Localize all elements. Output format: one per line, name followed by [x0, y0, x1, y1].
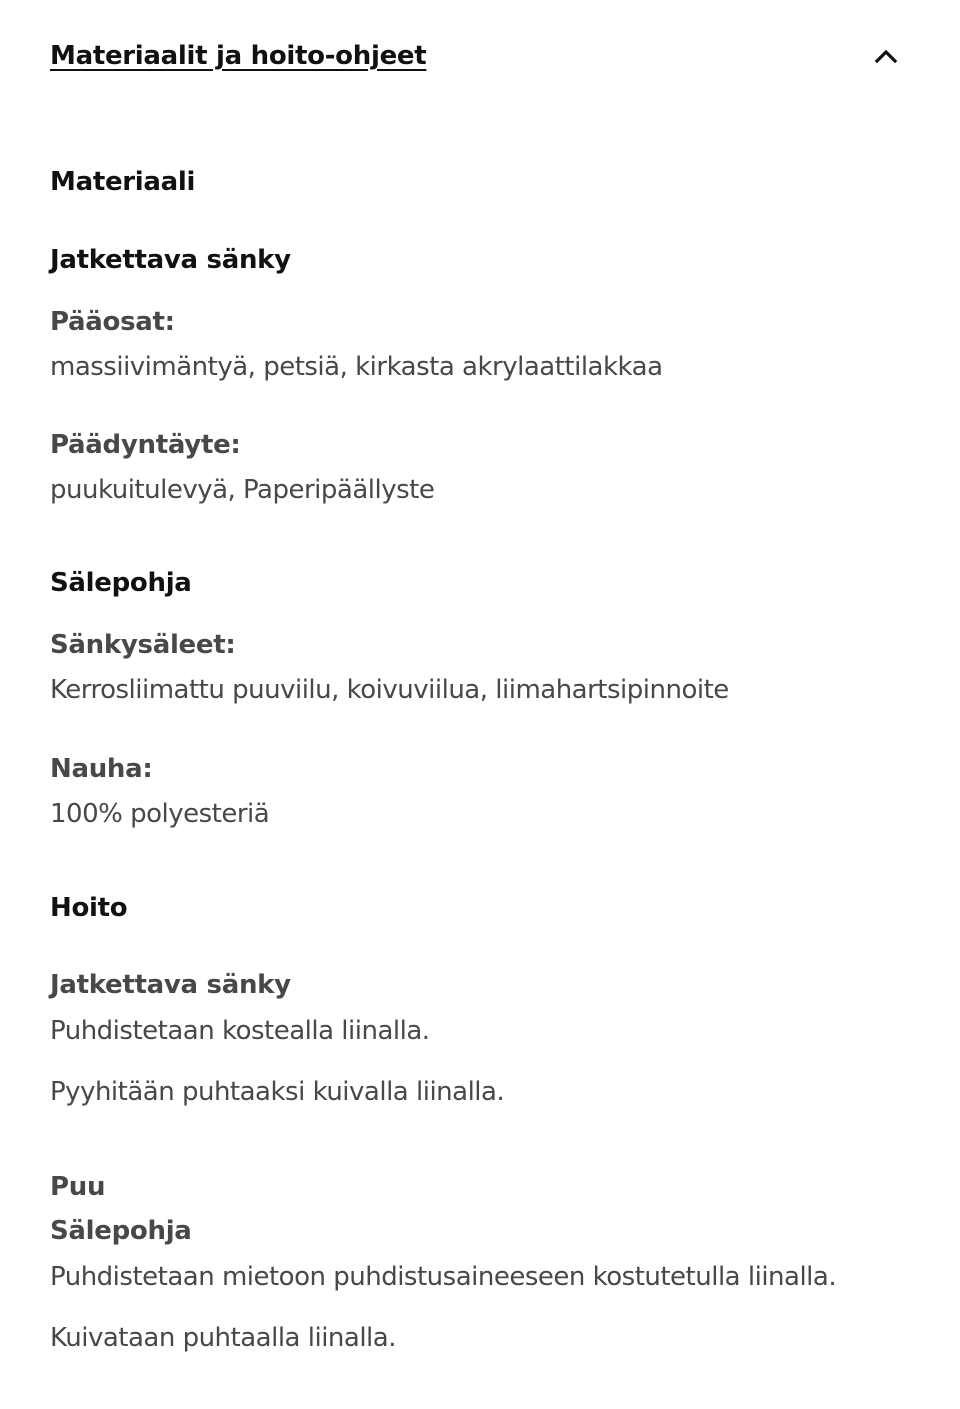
- material-label: Sänkysäleet:: [50, 630, 236, 660]
- accordion-header[interactable]: [50, 36, 910, 76]
- material-value: Kerrosliimattu puuviilu, koivuviilua, liimahartsipinnoite: [50, 675, 729, 705]
- material-label: Pääosat:: [50, 307, 175, 337]
- care-instruction: Puhdistetaan kostealla liinalla.: [50, 1016, 430, 1046]
- care-group-title: Sälepohja: [50, 1216, 192, 1246]
- chevron-up-icon[interactable]: [872, 42, 900, 70]
- care-instruction: Puhdistetaan mietoon puhdistusaineeseen kostutetulla liinalla.: [50, 1262, 837, 1292]
- care-instruction: Pyyhitään puhtaaksi kuivalla liinalla.: [50, 1077, 505, 1107]
- care-group-title: Jatkettava sänky: [50, 970, 291, 1000]
- material-label: Päädyntäyte:: [50, 430, 241, 460]
- care-instruction: Kuivataan puhtaalla liinalla.: [50, 1323, 396, 1353]
- accordion-title-link[interactable]: Materiaalit ja hoito-ohjeet: [50, 41, 427, 71]
- material-value: puukuitulevyä, Paperipäällyste: [50, 475, 435, 505]
- material-value: massiivimäntyä, petsiä, kirkasta akrylaattilakkaa: [50, 352, 663, 382]
- care-heading: Hoito: [50, 893, 128, 923]
- care-group-subtitle: Puu: [50, 1172, 106, 1202]
- material-label: Nauha:: [50, 754, 153, 784]
- material-heading: Materiaali: [50, 167, 196, 197]
- material-value: 100% polyesteriä: [50, 799, 270, 829]
- material-group-title: Sälepohja: [50, 568, 192, 598]
- material-group-title: Jatkettava sänky: [50, 245, 291, 275]
